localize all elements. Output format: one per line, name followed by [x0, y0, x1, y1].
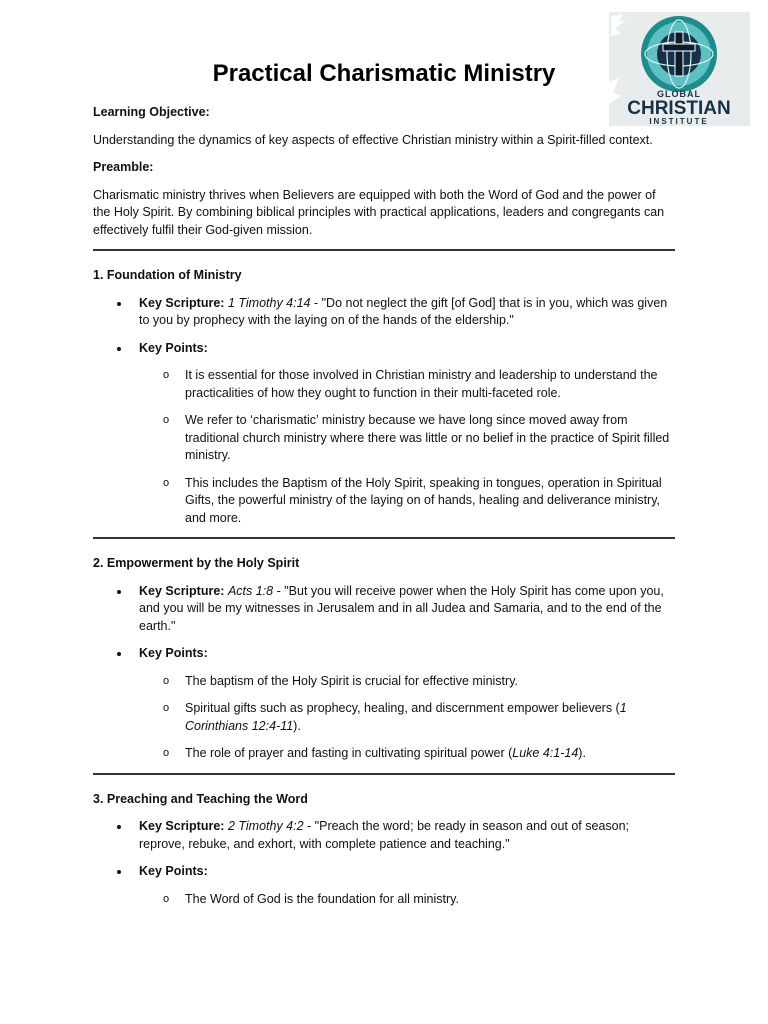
- list-item: o We refer to ‘charismatic’ ministry because we have long since moved away from traditional church ministry where there was little or no belief in the practice of Spirit filled ministry.: [185, 412, 675, 465]
- section-bullets: [93, 295, 675, 528]
- preamble-label: Preamble:: [93, 160, 154, 174]
- scripture-reference: Acts 1:8: [227, 583, 274, 598]
- logo-text-christian: CHRISTIAN: [627, 98, 731, 119]
- logo-text-global: GLOBAL: [657, 89, 701, 99]
- key-scripture-label: Key Scripture:: [139, 819, 225, 833]
- scripture-text: - "But you will receive power when the Holy Spirit has come upon you, and you will be my witnesses in Jerusalem and in all Judea and Samaria, and to the end of the earth.": [139, 583, 664, 633]
- key-scripture-label: Key Scripture:: [139, 295, 225, 310]
- key-points: [139, 863, 675, 908]
- scripture-reference: 1 Timothy 4:14: [227, 295, 311, 310]
- key-points: [139, 645, 675, 763]
- point-text: The role of prayer and fasting in cultivating spiritual power (: [185, 746, 513, 760]
- key-scripture-label: Key Scripture:: [139, 583, 225, 598]
- learning-objective-text: Understanding the dynamics of key aspects of effective Christian ministry within a Spirit-filled context.: [93, 132, 653, 147]
- scripture-text: - "Preach the word; be ready in season and out of season; reprove, rebuke, and exhort, with complete patience and teaching.": [139, 819, 630, 851]
- list-item: [185, 700, 675, 735]
- learning-objective-label: Learning Objective:: [93, 105, 210, 119]
- list-item: o The baptism of the Holy Spirit is crucial for effective ministry.: [185, 673, 675, 691]
- key-points-list: [139, 367, 675, 527]
- point-text: Spiritual gifts such as prophecy, healing, and discernment empower believers (: [185, 701, 620, 715]
- section-divider: [93, 773, 675, 775]
- section-title: 3. Preaching and Teaching the Word: [93, 791, 308, 806]
- document-title: Practical Charismatic Ministry: [212, 60, 556, 87]
- section-divider: [93, 537, 675, 539]
- point-text-end: ).: [293, 718, 301, 733]
- key-points-label: Key Points:: [139, 646, 208, 660]
- key-points-label: Key Points:: [139, 864, 208, 878]
- section-title: 2. Empowerment by the Holy Spirit: [93, 556, 300, 570]
- key-points-list: [139, 673, 675, 763]
- logo-text-institute: INSTITUTE: [649, 117, 709, 126]
- key-scripture: [139, 818, 675, 853]
- list-item: [185, 745, 675, 763]
- key-points-list: [139, 891, 675, 909]
- scripture-reference: 2 Timothy 4:2: [227, 819, 304, 833]
- list-item: o The Word of God is the foundation for all ministry.: [185, 891, 675, 909]
- document-body: [93, 104, 675, 918]
- key-points: [139, 340, 675, 528]
- scripture-reference: Luke 4:1-14: [512, 746, 579, 760]
- key-points-label: Key Points:: [139, 340, 208, 355]
- key-scripture: [139, 583, 675, 636]
- scripture-text: - "Do not neglect the gift [of God] that is in you, which was given to you by prophecy with the laying on of the hands of the eldership.": [139, 295, 668, 327]
- section-bullets: [93, 818, 675, 908]
- section-bullets: [93, 583, 675, 763]
- scripture-reference: 1 Corinthians 12:4-11: [185, 701, 627, 733]
- section-title: 1. Foundation of Ministry: [93, 268, 242, 282]
- list-item: o This includes the Baptism of the Holy Spirit, speaking in tongues, operation in Spiritual Gifts, the powerful ministry of the laying on of hands, healing and deliverance ministry, and more.: [185, 475, 675, 528]
- list-item: o It is essential for those involved in Christian ministry and leadership to understand the practicalities of how they ought to function in their multi-faceted role.: [185, 367, 675, 402]
- preamble-text: Charismatic ministry thrives when Believers are equipped with both the Word of God and the power of the Holy Spirit. By combining biblical principles with practical applications, leaders and congregants can effectively fulfil their God-given mission.: [93, 187, 665, 237]
- section-divider: [93, 249, 675, 251]
- point-text-end: ).: [578, 746, 586, 760]
- key-scripture: [139, 295, 675, 330]
